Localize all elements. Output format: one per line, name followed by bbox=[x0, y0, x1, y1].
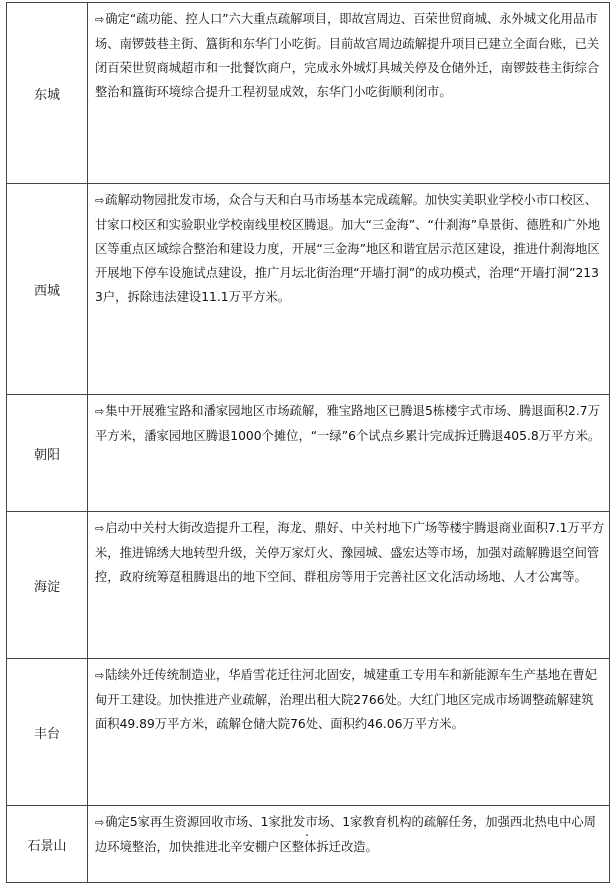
page-marker-dot bbox=[306, 834, 308, 836]
table-row bbox=[7, 184, 610, 395]
table-row bbox=[7, 395, 610, 512]
district-name: 丰台 bbox=[7, 659, 88, 806]
district-name: 西城 bbox=[7, 184, 88, 395]
arrow-right-icon: ⇨ bbox=[95, 13, 105, 26]
arrow-right-icon: ⇨ bbox=[95, 194, 105, 207]
description-text: 陆续外迁传统制造业，华盾雪花迁往河北固安，城建重工专用车和新能源车生产基地在曹妃甸开工建设。加快推进产业疏解，治理出租大院2766处。大红门地区完成市场调整疏解建筑面积49.89万平方米，疏解仓储大院76处、面积约46.06万平方米。 bbox=[95, 668, 598, 731]
description-text: 疏解动物园批发市场，众合与天和白马市场基本完成疏解。加快实美职业学校小市口校区、甘家口校区和实验职业学校南线里校区腾退。加大“三金海”、“什刹海”阜景街、德胜和广外地区等重点区域综合整治和建设力度，开展“三金海”地区和谐宜居示范区建设，推进什刹海地区开展地下停车设施试点建设，推广月坛北街治理“开墙打洞”的成功模式，治理“开墙打洞”2133户，拆除违法建设11.1万平方米。 bbox=[95, 193, 601, 304]
table-row bbox=[7, 3, 610, 184]
description-text: 集中开展雅宝路和潘家园地区市场疏解，雅宝路地区已腾退5栋楼宇式市场、腾退面积2.7万平方米，潘家园地区腾退1000个摊位，“一绿”6个试点乡累计完成拆迁腾退405.8万平方米。 bbox=[95, 404, 601, 443]
description-text: 启动中关村大街改造提升工程，海龙、鼎好、中关村地下广场等楼宇腾退商业面积7.1万平方米，推进锦绣大地转型升级，关停万家灯火、豫园城、盛宏达等市场，加强对疏解腾退空间管控，政府统筹趸租腾退出的地下空间、群租房等用于完善社区文化活动场地、人才公寓等。 bbox=[95, 521, 605, 584]
district-name: 东城 bbox=[7, 3, 88, 184]
district-name: 石景山 bbox=[7, 806, 88, 883]
district-name: 海淀 bbox=[7, 512, 88, 659]
arrow-right-icon: ⇨ bbox=[95, 522, 105, 535]
table-row bbox=[7, 659, 610, 806]
table-row bbox=[7, 512, 610, 659]
district-description bbox=[88, 3, 610, 184]
description-text: 确定“疏功能、控人口”六大重点疏解项目，即故宫周边、百荣世贸商城、永外城文化用品市场、南锣鼓巷主街、簋街和东华门小吃街。目前故宫周边疏解提升项目已建立全面台账，已关闭百荣世贸商城超市和一批餐饮商户，完成永外城灯具城关停及仓储外迁，南锣鼓巷主街综合整治和簋街环境综合提升工程初显成效，东华门小吃街顺利闭市。 bbox=[95, 12, 600, 99]
district-description bbox=[88, 512, 610, 659]
arrow-right-icon: ⇨ bbox=[95, 816, 105, 829]
district-name: 朝阳 bbox=[7, 395, 88, 512]
arrow-right-icon: ⇨ bbox=[95, 405, 105, 418]
table-row bbox=[7, 806, 610, 883]
description-text: 确定5家再生资源回收市场、1家批发市场、1家教育机构的疏解任务，加强西北热电中心周边环境整治，加快推进北辛安棚户区整体拆迁改造。 bbox=[95, 815, 596, 854]
districts-table bbox=[6, 2, 610, 883]
district-description bbox=[88, 806, 610, 883]
district-description bbox=[88, 395, 610, 512]
district-description bbox=[88, 184, 610, 395]
district-description bbox=[88, 659, 610, 806]
arrow-right-icon: ⇨ bbox=[95, 669, 105, 682]
